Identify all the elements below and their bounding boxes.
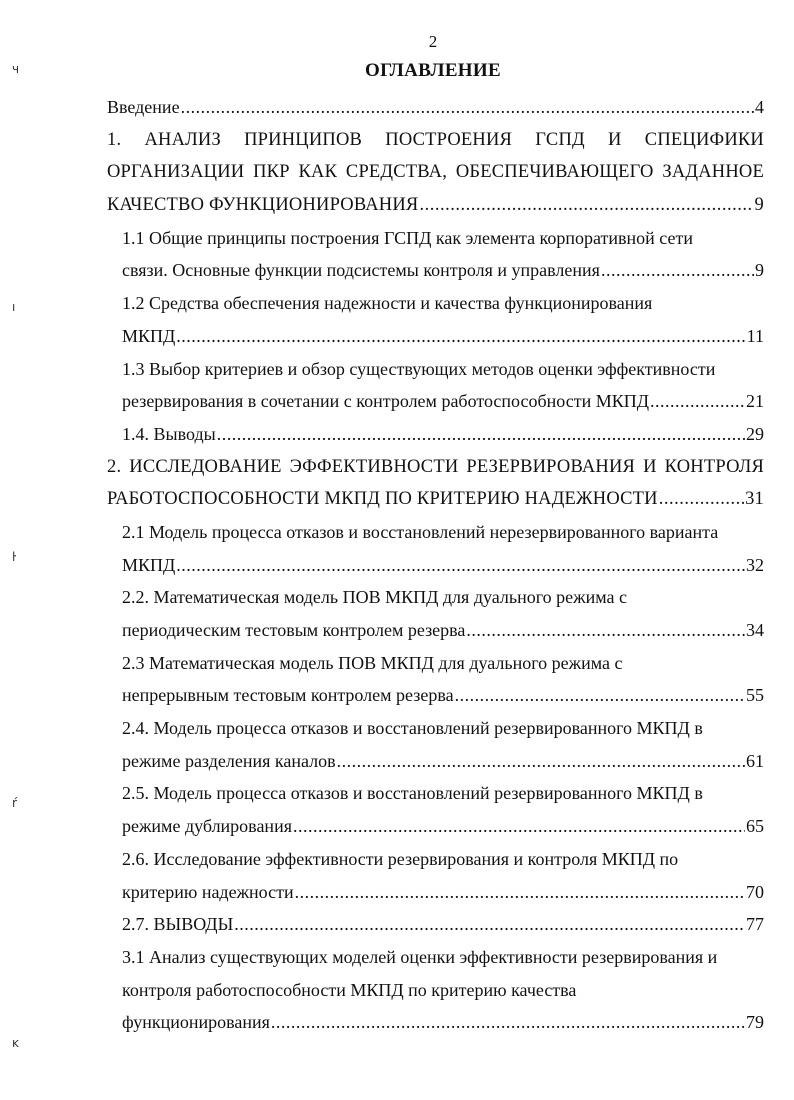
toc-line[interactable]: КАЧЕСТВО ФУНКЦИОНИРОВАНИЯ ..... 9 xyxy=(107,189,764,222)
toc-line[interactable]: критерию надежности ..... 70 xyxy=(122,876,764,909)
toc-line[interactable]: 1.3 Выбор критериев и обзор существующих методов оценки эффективности xyxy=(122,358,716,379)
toc-line[interactable]: 2.2. Математическая модель ПОВ МКПД для дуального режима с xyxy=(122,587,627,608)
margin-scan-mark: ı xyxy=(12,300,16,314)
toc-line[interactable]: 1. АНАЛИЗ ПРИНЦИПОВ ПОСТРОЕНИЯ ГСПД И СПЕЦИФИКИ xyxy=(107,129,764,150)
toc-line[interactable]: 1.4. Выводы ..... 29 xyxy=(122,418,764,451)
toc-line[interactable]: 2.7. ВЫВОДЫ ..... 77 xyxy=(122,908,764,941)
margin-scan-mark: ч xyxy=(12,62,20,76)
toc-line[interactable]: режиме разделения каналов ..... 61 xyxy=(122,745,764,778)
table-of-contents xyxy=(107,91,764,1039)
toc-line[interactable]: РАБОТОСПОСОБНОСТИ МКПД ПО КРИТЕРИЮ НАДЕЖНОСТИ ..... 31 xyxy=(107,483,764,516)
toc-line[interactable]: МКПД ..... 32 xyxy=(122,549,764,582)
toc-line[interactable]: 2.3 Математическая модель ПОВ МКПД для дуального режима с xyxy=(122,652,623,673)
toc-line[interactable]: функционирования ..... 79 xyxy=(122,1006,764,1039)
toc-line[interactable]: Введение ..... 4 xyxy=(107,91,764,124)
toc-line[interactable]: 1.1 Общие принципы построения ГСПД как элемента корпоративной сети xyxy=(122,227,694,248)
margin-scan-mark: ŀ xyxy=(12,550,17,564)
toc-line[interactable]: непрерывным тестовым контролем резерва ..... 55 xyxy=(122,679,764,712)
toc-line[interactable]: 2.5. Модель процесса отказов и восстановлений резервированного МКПД в xyxy=(122,783,703,804)
toc-line[interactable]: 2.6. Исследование эффективности резервирования и контроля МКПД по xyxy=(122,848,679,869)
margin-scan-mark: ĸ xyxy=(12,1036,19,1050)
toc-line[interactable]: связи. Основные функции подсистемы контроля и управления ..... 9 xyxy=(122,254,764,287)
toc-line[interactable]: режиме дублирования ..... 65 xyxy=(122,810,764,843)
toc-line[interactable]: 2.1 Модель процесса отказов и восстановлений нерезервированного варианта xyxy=(122,521,719,542)
page-title: ОГЛАВЛЕНИЕ xyxy=(365,60,501,81)
toc-line[interactable]: ОРГАНИЗАЦИИ ПКР КАК СРЕДСТВА, ОБЕСПЕЧИВАЮЩЕГО ЗАДАННОЕ xyxy=(107,162,764,183)
toc-line[interactable]: 2.4. Модель процесса отказов и восстановлений резервированного МКПД в xyxy=(122,718,703,739)
toc-line[interactable]: 3.1 Анализ существующих моделей оценки эффективности резервирования и xyxy=(122,946,718,967)
toc-line[interactable]: 2. ИССЛЕДОВАНИЕ ЭФФЕКТИВНОСТИ РЕЗЕРВИРОВАНИЯ И КОНТРОЛЯ xyxy=(107,456,764,477)
toc-line[interactable]: резервирования в сочетании с контролем работоспособности МКПД ..... 21 xyxy=(122,385,764,418)
toc-line[interactable]: периодическим тестовым контролем резерва ..... 34 xyxy=(122,614,764,647)
toc-line[interactable]: контроля работоспособности МКПД по критерию качества xyxy=(122,979,577,1000)
toc-line[interactable]: 1.2 Средства обеспечения надежности и качества функционирования xyxy=(122,293,653,314)
toc-line[interactable]: МКПД ..... 11 xyxy=(122,320,764,353)
page-number: 2 xyxy=(428,32,438,51)
margin-scan-mark: ŕ xyxy=(12,796,17,810)
